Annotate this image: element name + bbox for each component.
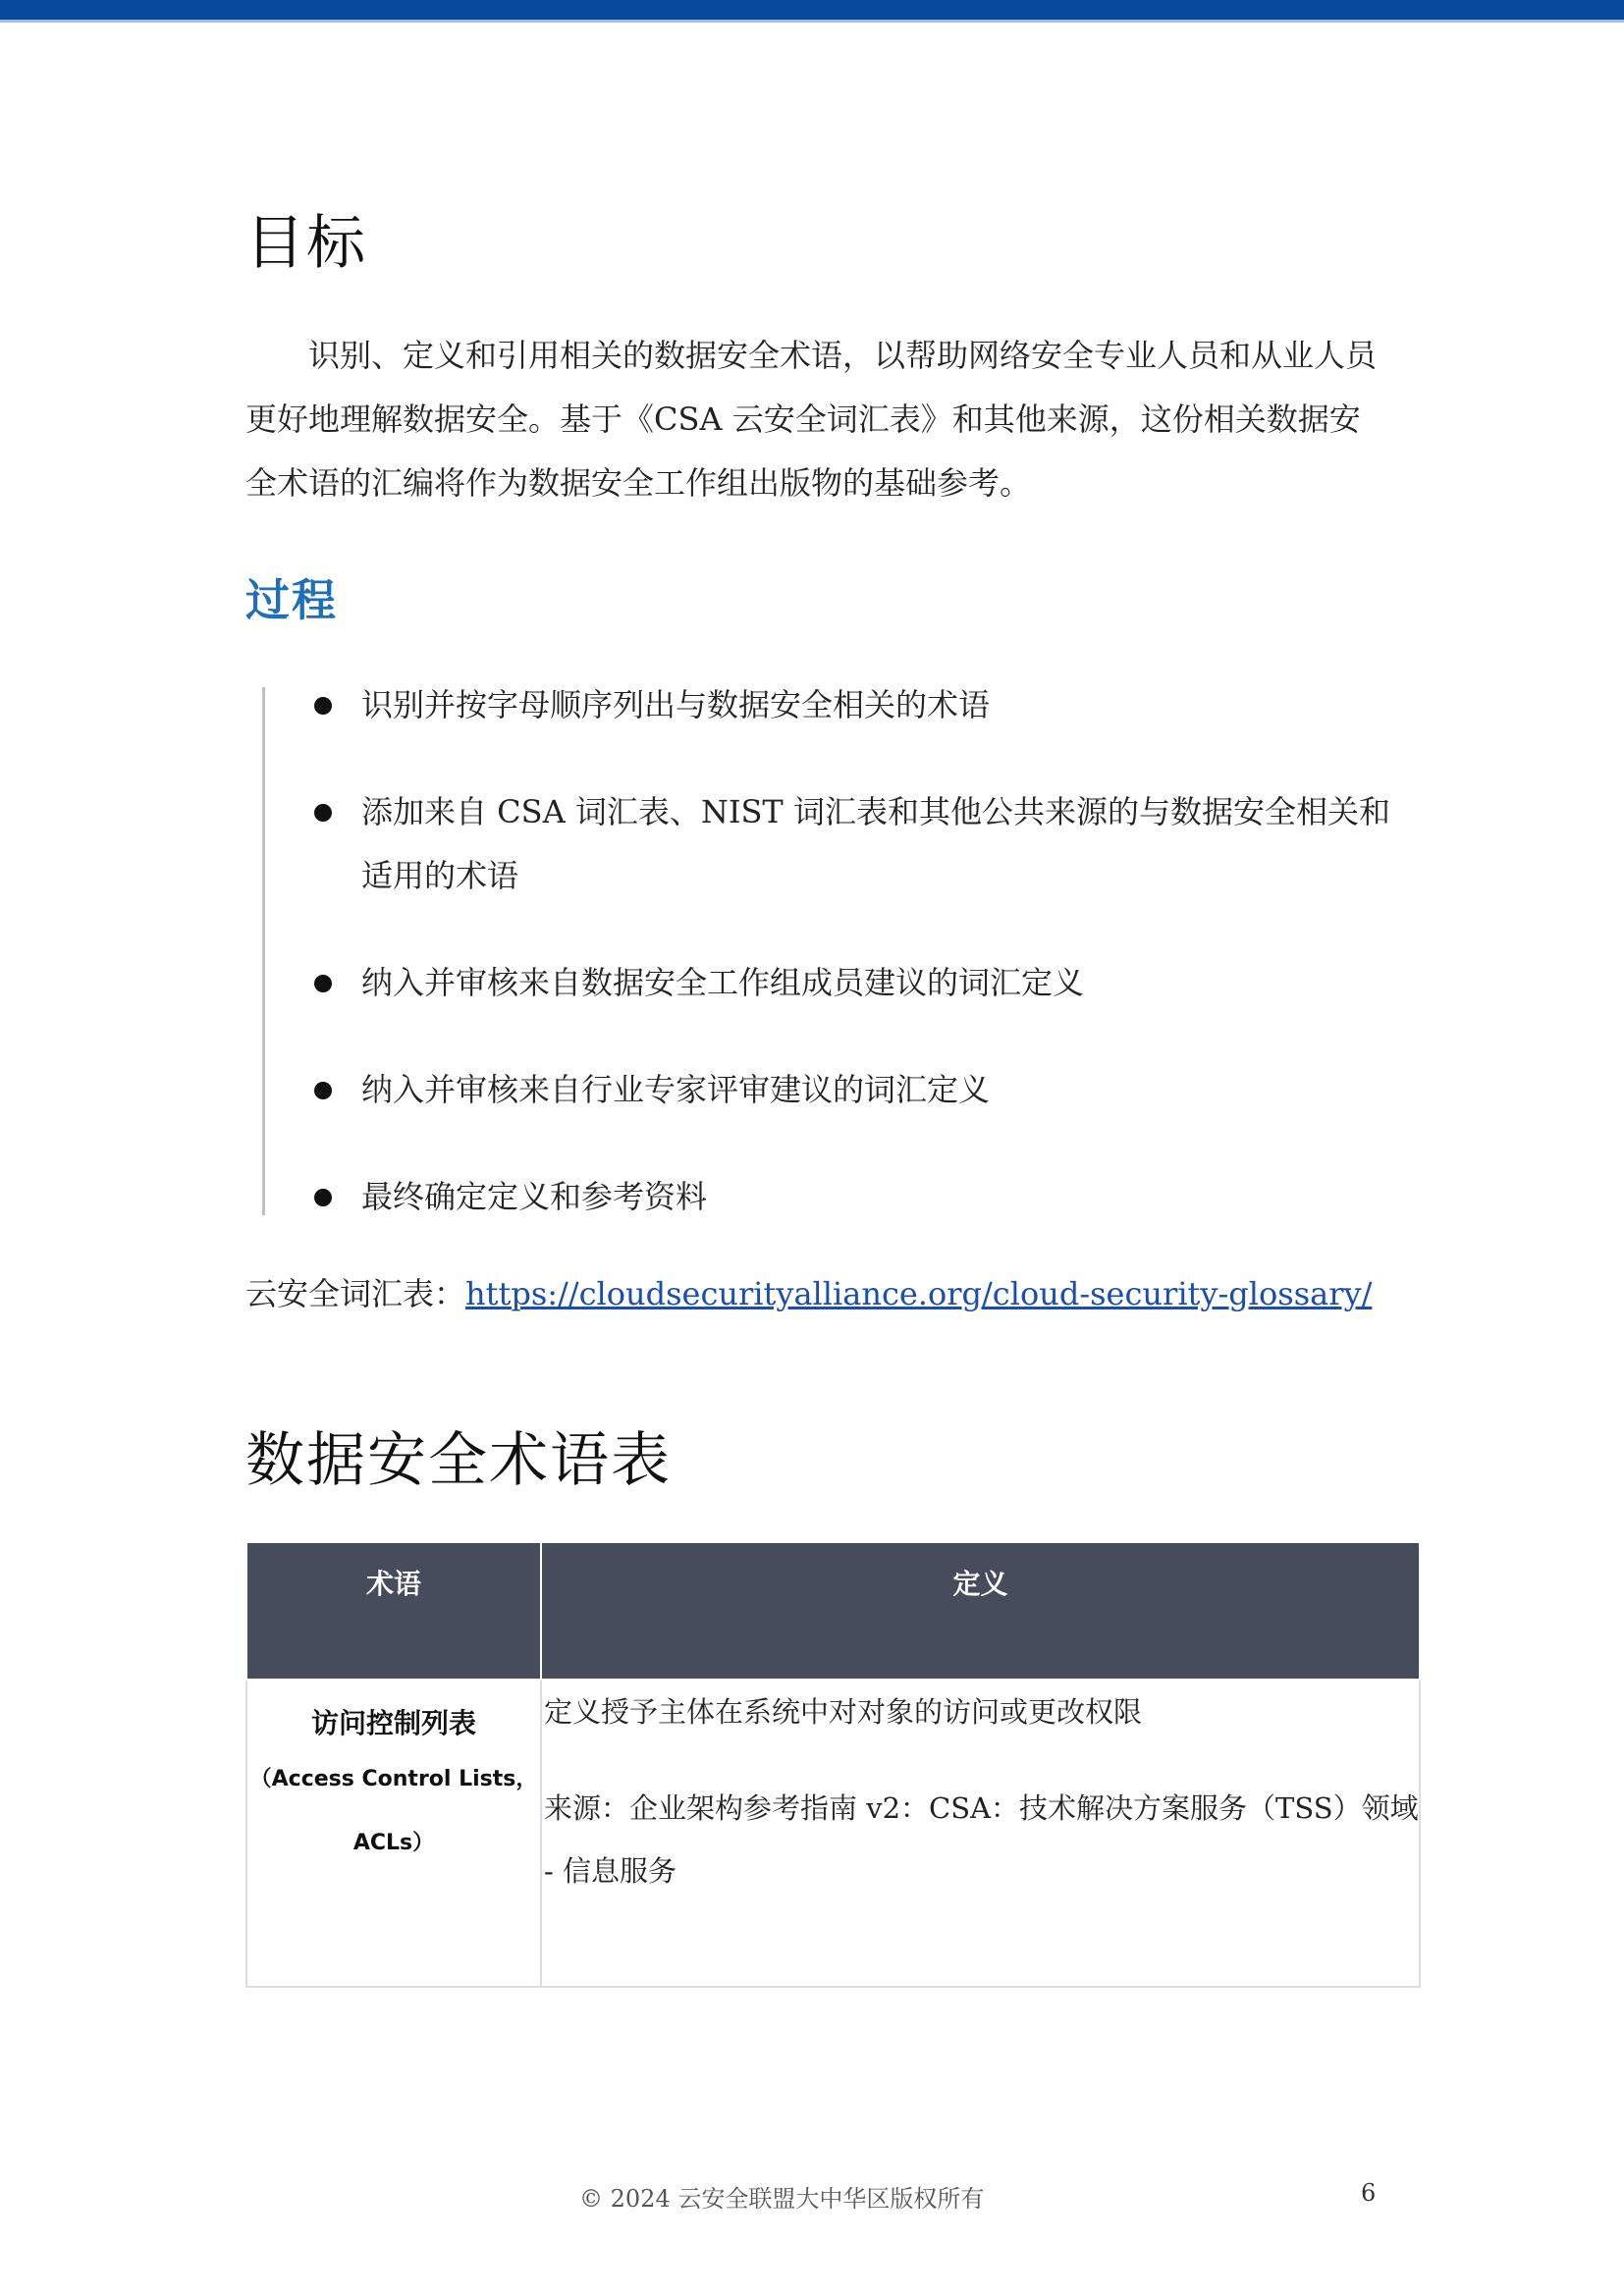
process-list <box>304 673 1394 1272</box>
bullet-icon <box>314 697 332 715</box>
list-item-text: 最终确定定义和参考资料 <box>361 1178 708 1215</box>
definition-source: 来源：企业架构参考指南 v2：CSA：技术解决方案服务（TSS）领域 - 信息服务 <box>544 1791 1419 1888</box>
list-item-text: 纳入并审核来自行业专家评审建议的词汇定义 <box>361 1071 991 1108</box>
page-number: 6 <box>1361 2179 1377 2207</box>
bullet-icon <box>314 804 332 822</box>
term-name: 访问控制列表 <box>310 1707 476 1739</box>
list-item-text: 纳入并审核来自数据安全工作组成员建议的词汇定义 <box>361 964 1085 1001</box>
glossary-reference <box>245 1269 1372 1314</box>
goal-paragraph: 识别、定义和引用相关的数据安全术语，以帮助网络安全专业人员和从业人员更好地理解数据安全。基于《CSA 云安全词汇表》和其他来源，这份相关数据安全术语的汇编将作为数据安全工作组出版物的基础参考。 <box>245 337 1378 502</box>
bullet-icon <box>314 1082 332 1099</box>
list-item <box>304 780 1394 908</box>
list-item <box>304 1058 1394 1122</box>
list-item <box>304 1165 1394 1229</box>
glossary-label: 云安全词汇表： <box>245 1275 466 1312</box>
list-item <box>304 673 1394 737</box>
list-item <box>304 951 1394 1015</box>
list-item-text: 添加来自 CSA 词汇表、NIST 词汇表和其他公共来源的与数据安全相关和适用的术语 <box>361 793 1390 894</box>
bullet-icon <box>314 1189 332 1206</box>
list-item-text: 识别并按字母顺序列出与数据安全相关的术语 <box>361 686 991 723</box>
process-left-rule <box>262 687 265 1215</box>
definition-cell <box>541 1680 1420 1987</box>
top-accent-line <box>0 20 1624 23</box>
terms-table <box>245 1541 1421 1988</box>
column-header-definition: 定义 <box>541 1542 1420 1680</box>
term-cell <box>246 1680 541 1987</box>
terms-heading: 数据安全术语表 <box>245 1426 672 1495</box>
definition-text: 定义授予主体在系统中对对象的访问或更改权限 <box>544 1695 1143 1729</box>
bullet-icon <box>314 975 332 992</box>
table-header-row <box>246 1542 1420 1680</box>
table-row <box>246 1680 1420 1987</box>
column-header-term: 术语 <box>246 1542 541 1680</box>
top-accent-bar <box>0 0 1624 20</box>
footer-copyright: © 2024 云安全联盟大中华区版权所有 <box>579 2185 985 2213</box>
goal-heading: 目标 <box>245 209 367 278</box>
term-english: （Access Control Lists，ACLs） <box>249 1767 538 1855</box>
glossary-link[interactable]: https://cloudsecurityalliance.org/cloud-security-glossary/ <box>465 1275 1373 1312</box>
process-heading: 过程 <box>245 574 339 626</box>
